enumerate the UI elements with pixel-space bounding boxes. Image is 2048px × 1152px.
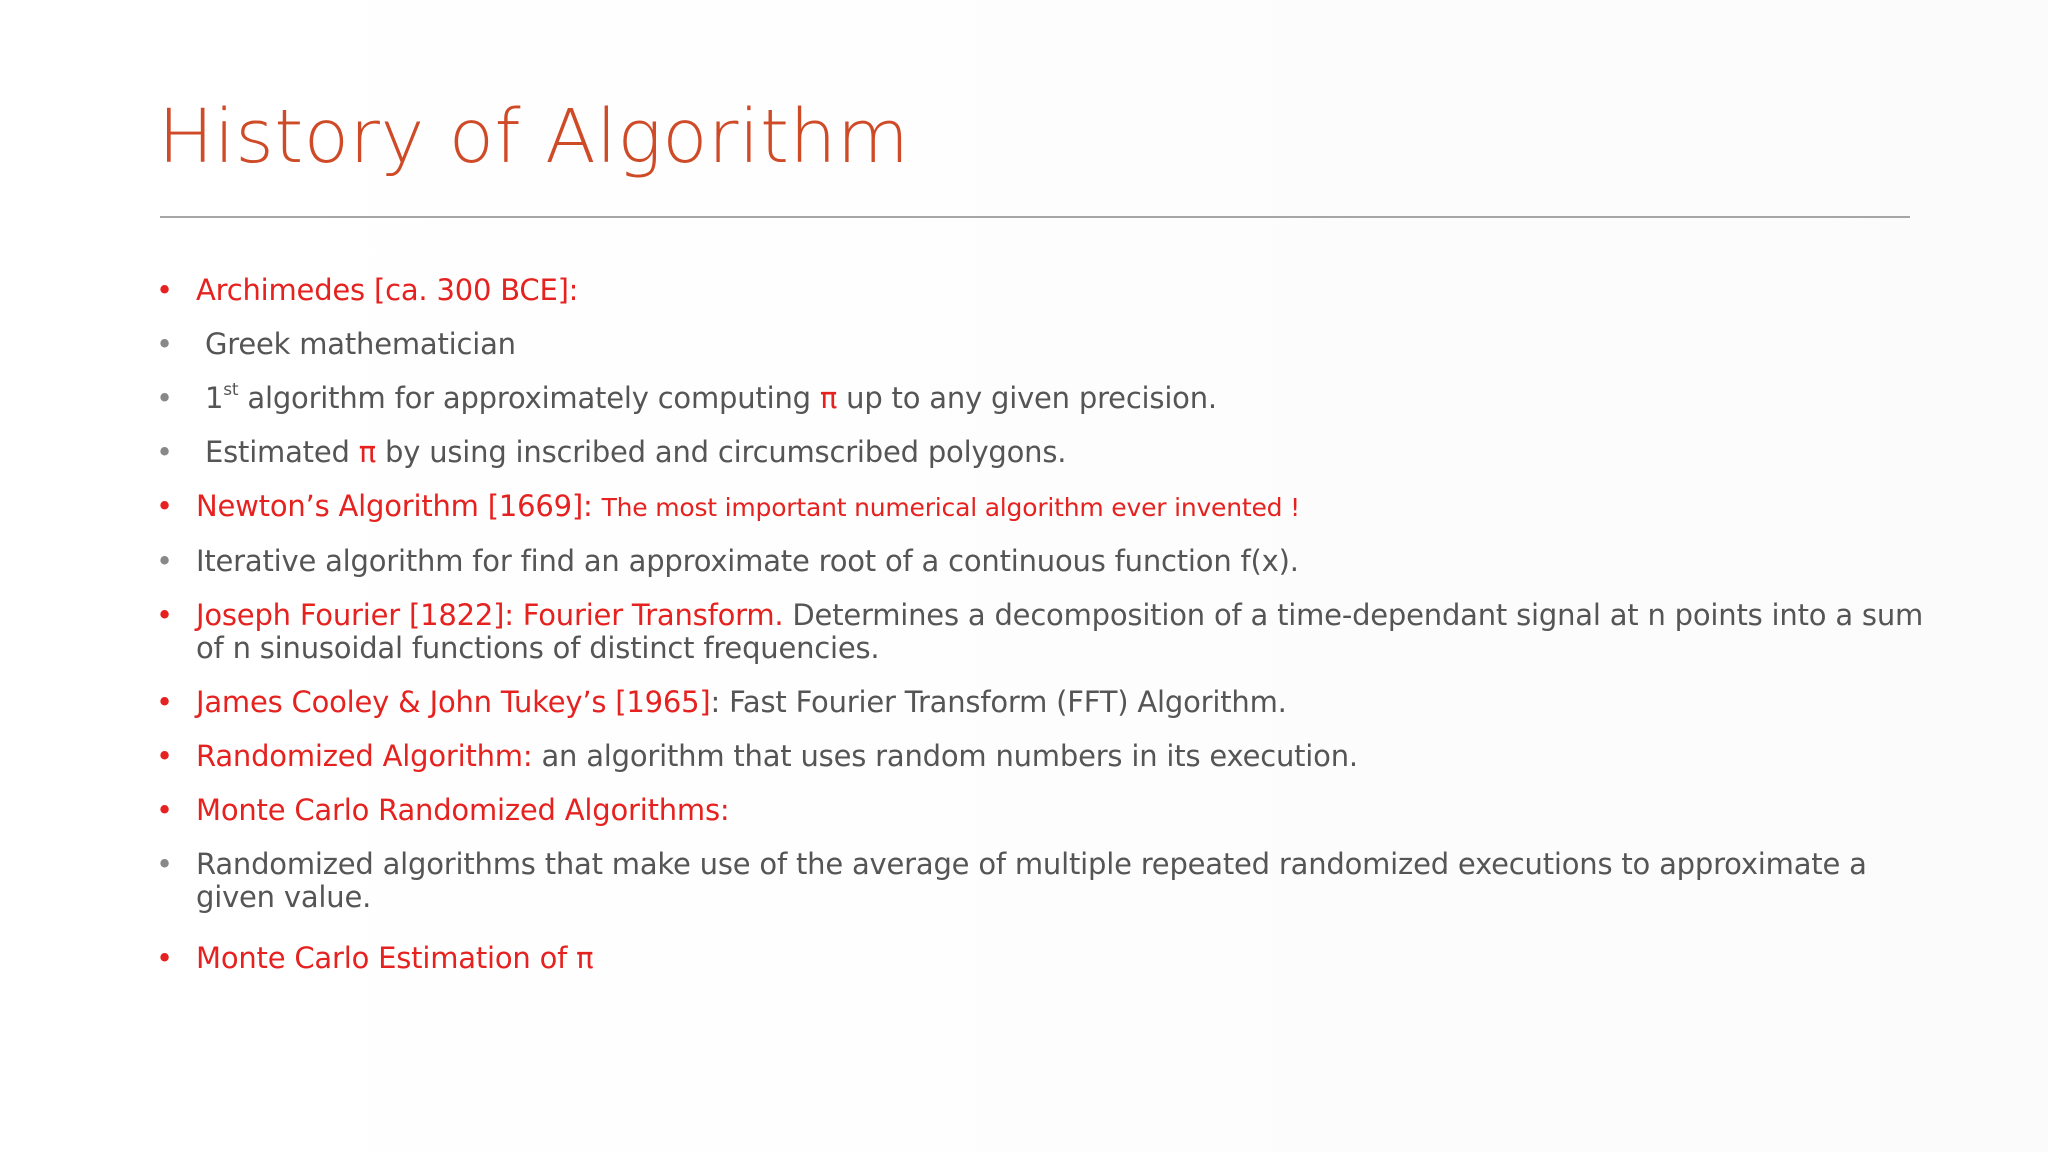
bullet-body	[196, 381, 1217, 415]
bullet-head: Newton’s Algorithm [1669]:	[196, 489, 602, 523]
title-divider	[160, 216, 1910, 218]
pi-symbol: π	[576, 941, 594, 975]
bullet-dot: •	[156, 273, 173, 307]
bullet-dot: •	[156, 435, 173, 469]
bullet-monte-carlo-pi	[152, 942, 1952, 975]
bullet-iterative	[152, 545, 1952, 578]
bullet-head-note: The most important numerical algorithm ever invented !	[601, 493, 1300, 522]
bullet-list	[152, 274, 1952, 996]
bullet-first-algorithm	[152, 382, 1952, 415]
bullet-greek-mathematician	[152, 328, 1952, 361]
bullet-body: : Fast Fourier Transform (FFT) Algorithm.	[710, 685, 1287, 719]
bullet-body: Iterative algorithm for find an approximate root of a continuous function f(x).	[196, 544, 1299, 578]
bullet-text-pre: algorithm for approximately computing	[238, 381, 820, 415]
bullet-text-post: by using inscribed and circumscribed polygons.	[376, 435, 1067, 469]
bullet-dot: •	[156, 739, 173, 773]
bullet-text-pre: Estimated	[205, 435, 359, 469]
bullet-dot: •	[156, 847, 173, 881]
bullet-dot: •	[156, 327, 173, 361]
bullet-dot: •	[156, 598, 173, 632]
bullet-dot: •	[156, 489, 173, 523]
bullet-randomized	[152, 740, 1952, 773]
bullet-dot: •	[156, 544, 173, 578]
bullet-head: Randomized Algorithm:	[196, 739, 533, 773]
bullet-dot: •	[156, 941, 173, 975]
bullet-body: an algorithm that uses random numbers in its execution.	[532, 739, 1358, 773]
bullet-head: Monte Carlo Estimation of	[196, 941, 577, 975]
ordinal-suffix: st	[223, 380, 239, 401]
bullet-text-post: up to any given precision.	[837, 381, 1217, 415]
bullet-head: Joseph Fourier [1822]: Fourier Transform.	[196, 598, 784, 632]
ordinal-number: 1	[205, 381, 224, 415]
slide-title: History of Algorithm	[158, 94, 910, 180]
bullet-estimated-pi	[152, 436, 1952, 469]
pi-symbol: π	[358, 435, 376, 469]
bullet-fourier	[152, 599, 1952, 665]
bullet-monte-carlo-description	[152, 848, 1952, 914]
bullet-body: Greek mathematician	[205, 327, 516, 361]
bullet-archimedes	[152, 274, 1952, 307]
bullet-head: James Cooley & John Tukey’s [1965]	[196, 685, 711, 719]
bullet-body: Determines a decomposition of a time-dependant signal at n points into a sum of n sinusoidal functions of distinct frequencies.	[196, 598, 1924, 665]
bullet-dot: •	[156, 381, 173, 415]
bullet-body	[196, 435, 1066, 469]
bullet-monte-carlo	[152, 794, 1952, 827]
bullet-body: Randomized algorithms that make use of the average of multiple repeated randomized executions to approximate a given value.	[196, 847, 1867, 914]
bullet-dot: •	[156, 685, 173, 719]
bullet-cooley-tukey	[152, 686, 1952, 719]
bullet-newton	[152, 490, 1952, 524]
bullet-head: Monte Carlo Randomized Algorithms:	[196, 793, 730, 827]
bullet-head: Archimedes [ca. 300 BCE]:	[196, 273, 579, 307]
pi-symbol: π	[819, 381, 838, 415]
bullet-dot: •	[156, 793, 173, 827]
